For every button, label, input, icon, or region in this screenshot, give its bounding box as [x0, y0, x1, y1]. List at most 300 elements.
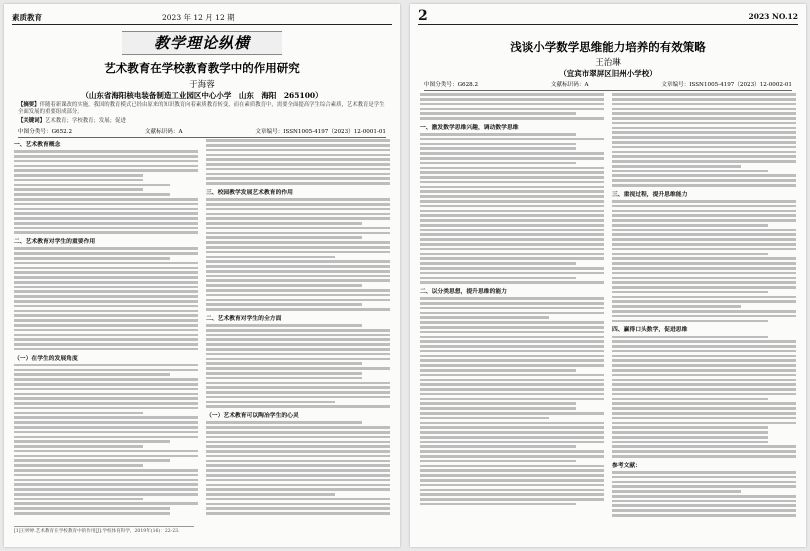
- text-line: [206, 182, 390, 185]
- text-line: [420, 108, 604, 111]
- text-line: [14, 402, 198, 405]
- text-line: [14, 310, 198, 313]
- text-line: [612, 179, 796, 182]
- text-line: [14, 412, 143, 415]
- section-heading: 三、校园教学发展艺术教育的作用: [206, 190, 293, 196]
- text-line: [420, 455, 604, 458]
- text-line: [420, 393, 604, 396]
- text-line: [420, 117, 604, 120]
- text-line: [206, 149, 390, 152]
- text-line: [206, 324, 362, 327]
- text-line: [612, 509, 796, 512]
- section-heading: 二、艺术教育对学生的全方面: [206, 315, 282, 322]
- text-line: [14, 193, 170, 196]
- issue-date-right: 2023 NO.12: [748, 12, 798, 21]
- text-line: [14, 174, 143, 177]
- text-line: [14, 300, 198, 303]
- text-line: [420, 98, 604, 101]
- text-line: [14, 247, 198, 250]
- text-line: [14, 305, 198, 308]
- text-line: [420, 489, 604, 492]
- text-line: [14, 198, 198, 201]
- text-line: [206, 334, 390, 337]
- text-line: [420, 450, 604, 453]
- text-line: [612, 210, 796, 213]
- text-line: [612, 117, 796, 120]
- text-line: [420, 143, 576, 146]
- text-line: [420, 214, 604, 217]
- text-line: [420, 93, 604, 96]
- text-line: [14, 150, 198, 153]
- text-line: [206, 203, 390, 206]
- text-line: [14, 165, 198, 168]
- text-line: [14, 329, 198, 332]
- text-line: [420, 412, 604, 415]
- text-line: [420, 503, 576, 506]
- text-line: [420, 181, 604, 184]
- text-line: [420, 267, 604, 270]
- text-line: [206, 391, 390, 394]
- text-line: [206, 329, 390, 332]
- text-line: [206, 163, 390, 166]
- text-line: [206, 139, 390, 142]
- text-line: [206, 372, 362, 375]
- text-line: [612, 122, 796, 125]
- footnote: [1]王婷婷.艺术教育在学校教育中的作用[J].学校体育科学，2019年(16)：22-23.: [14, 526, 194, 535]
- text-line: [14, 459, 170, 462]
- section-heading: 三、重视过程，提升思维能力: [612, 191, 688, 198]
- text-line: [612, 146, 796, 149]
- text-line: [14, 155, 198, 158]
- text-line: [420, 336, 604, 339]
- text-line: [206, 362, 362, 365]
- text-line: [420, 224, 604, 227]
- text-line: [206, 144, 390, 147]
- text-line: [612, 170, 768, 173]
- text-line: [612, 481, 796, 484]
- text-line: [206, 260, 390, 263]
- text-line: [14, 440, 170, 443]
- right-column-2: [612, 91, 796, 539]
- text-line: [420, 422, 604, 425]
- text-line: [14, 378, 198, 381]
- article-title: 艺术教育在学校教育教学中的作用研究: [104, 61, 300, 75]
- text-line: [612, 243, 796, 246]
- text-line: [420, 474, 604, 477]
- text-line: [14, 184, 170, 187]
- text-line: [420, 441, 604, 444]
- text-line: [206, 464, 390, 467]
- text-line: [206, 348, 390, 351]
- text-line: [420, 229, 604, 232]
- text-line: [420, 364, 604, 367]
- left-column-2: [206, 137, 390, 537]
- section-heading: 参考文献：: [612, 462, 641, 469]
- text-line: [612, 336, 768, 339]
- text-line: [612, 141, 796, 144]
- text-line: [206, 227, 390, 230]
- left-page: [4, 4, 400, 547]
- text-line: [14, 267, 198, 270]
- text-line: [612, 214, 796, 217]
- text-line: [420, 103, 604, 106]
- text-line: [14, 393, 198, 396]
- text-line: [206, 343, 390, 346]
- text-line: [420, 200, 604, 203]
- text-line: [14, 319, 198, 322]
- keywords-text: 艺术教育；学校教育；发展；促进: [44, 118, 126, 124]
- text-line: [206, 338, 390, 341]
- text-line: [420, 190, 604, 193]
- text-line: [420, 469, 604, 472]
- right-column-1: [420, 91, 604, 539]
- text-line: [612, 174, 796, 177]
- keywords: [18, 118, 386, 125]
- text-line: [206, 241, 390, 244]
- text-line: [206, 270, 390, 273]
- text-line: [206, 265, 390, 268]
- text-line: [612, 108, 796, 111]
- text-line: [612, 229, 796, 232]
- text-line: [612, 155, 796, 158]
- text-line: [612, 417, 796, 420]
- text-line: [420, 388, 604, 391]
- article-number: 文章编号：ISSN1005-4197（2023）12-0001-01: [255, 129, 386, 135]
- text-line: [420, 493, 604, 496]
- text-line: [612, 369, 796, 372]
- text-line: [14, 222, 198, 225]
- text-line: [612, 393, 796, 396]
- text-line: [420, 138, 604, 141]
- text-line: [420, 297, 604, 300]
- text-line: [612, 359, 796, 362]
- text-line: [206, 246, 390, 249]
- text-line: [14, 257, 170, 260]
- text-line: [14, 314, 198, 317]
- text-line: [420, 186, 604, 189]
- text-line: [14, 383, 198, 386]
- text-line: [14, 388, 198, 391]
- text-line: [14, 397, 198, 400]
- section-heading: 一、激发数学思维兴趣，调动数学思维: [420, 124, 519, 131]
- right-class-number: 中图分类号：G628.2: [424, 82, 479, 88]
- text-line: [612, 495, 796, 498]
- text-line: [420, 445, 576, 448]
- text-line: [14, 212, 198, 215]
- right-article-title: 浅谈小学数学思维能力培养的有效策略: [510, 40, 706, 54]
- text-line: [612, 355, 796, 358]
- text-line: [14, 493, 198, 496]
- text-line: [14, 338, 198, 341]
- text-line: [612, 253, 768, 256]
- section-heading: 一、艺术教育概念: [14, 142, 61, 148]
- text-line: [14, 431, 198, 434]
- text-line: [14, 252, 198, 255]
- text-line: [612, 296, 796, 299]
- text-line: [206, 198, 390, 201]
- text-line: [420, 436, 604, 439]
- text-line: [206, 308, 390, 311]
- text-line: [612, 514, 796, 517]
- text-line: [420, 277, 576, 280]
- text-line: [14, 276, 198, 279]
- text-line: [420, 233, 604, 236]
- text-line: [206, 507, 390, 510]
- text-line: [206, 236, 362, 239]
- text-line: [206, 168, 390, 171]
- section-heading: 四、赢得口头数学，促进思维: [612, 327, 688, 334]
- text-line: [612, 238, 796, 241]
- text-line: [420, 195, 604, 198]
- text-line: [14, 450, 198, 453]
- text-line: [14, 483, 198, 486]
- text-line: [612, 267, 796, 270]
- text-line: [420, 407, 576, 410]
- text-line: [206, 488, 390, 491]
- text-line: [14, 169, 198, 172]
- text-line: [612, 277, 796, 280]
- text-line: [420, 162, 576, 165]
- abstract-label: 【摘要】: [18, 102, 40, 108]
- text-line: [612, 257, 796, 260]
- text-line: [206, 386, 390, 389]
- text-line: [420, 257, 604, 260]
- text-line: [420, 281, 604, 284]
- text-line: [612, 291, 768, 294]
- right-page: [410, 4, 806, 547]
- text-line: [420, 350, 604, 353]
- text-line: [420, 345, 604, 348]
- text-line: [14, 324, 198, 327]
- text-line: [206, 421, 362, 424]
- text-line: [206, 450, 390, 453]
- text-line: [420, 359, 604, 362]
- text-line: [206, 251, 390, 254]
- text-line: [420, 171, 604, 174]
- text-line: [612, 127, 796, 130]
- left-page-header: [12, 10, 392, 25]
- text-line: [14, 502, 198, 505]
- text-line: [14, 407, 198, 410]
- right-affiliation: （宜宾市翠屏区旧州小学校）: [559, 69, 657, 78]
- text-line: [14, 343, 198, 346]
- text-line: [14, 498, 143, 501]
- page-number: 2: [418, 8, 428, 24]
- text-line: [612, 426, 768, 429]
- text-line: [612, 350, 796, 353]
- text-line: [14, 281, 198, 284]
- doc-code: 文献标识码：A: [144, 129, 183, 135]
- text-line: [420, 157, 604, 160]
- text-line: [612, 151, 796, 154]
- text-line: [420, 398, 604, 401]
- text-line: [420, 133, 576, 136]
- text-line: [206, 173, 390, 176]
- text-line: [612, 131, 796, 134]
- text-line: [206, 503, 390, 506]
- text-line: [14, 436, 198, 439]
- text-line: [14, 464, 143, 467]
- text-line: [420, 431, 604, 434]
- abstract: [18, 102, 386, 116]
- text-line: [14, 286, 198, 289]
- text-line: [206, 158, 390, 161]
- text-line: [14, 227, 198, 230]
- text-line: [420, 383, 604, 386]
- text-line: [612, 165, 741, 168]
- text-line: [206, 396, 390, 399]
- text-line: [206, 208, 390, 211]
- text-line: [420, 498, 604, 501]
- text-line: [206, 275, 390, 278]
- text-line: [420, 321, 604, 324]
- journal-name: 素质教育: [12, 13, 42, 22]
- text-line: [612, 431, 768, 434]
- text-line: [420, 307, 604, 310]
- text-line: [420, 331, 604, 334]
- text-line: [14, 208, 198, 211]
- text-line: [14, 469, 198, 472]
- text-line: [206, 217, 390, 220]
- text-line: [420, 426, 604, 429]
- text-line: [206, 441, 390, 444]
- text-line: [206, 232, 390, 235]
- text-line: [612, 305, 741, 308]
- text-line: [612, 340, 796, 343]
- text-line: [420, 479, 604, 482]
- text-line: [612, 485, 796, 488]
- left-body: [14, 137, 390, 537]
- text-line: [612, 388, 796, 391]
- text-line: [612, 248, 796, 251]
- text-line: [420, 312, 604, 315]
- text-line: [206, 213, 390, 216]
- text-line: [206, 436, 390, 439]
- text-line: [612, 160, 796, 163]
- text-line: [420, 176, 604, 179]
- text-line: [420, 465, 604, 468]
- text-line: [14, 160, 198, 163]
- right-author: 王治琳: [595, 58, 621, 68]
- text-line: [612, 441, 768, 444]
- text-line: [612, 200, 796, 203]
- text-line: [206, 498, 390, 501]
- text-line: [420, 167, 604, 170]
- text-line: [14, 364, 198, 367]
- text-line: [420, 326, 604, 329]
- author: 于海蓉: [189, 80, 215, 90]
- text-line: [420, 302, 604, 305]
- right-page-header: [418, 10, 798, 25]
- text-line: [612, 500, 796, 503]
- text-line: [612, 98, 796, 101]
- text-line: [612, 379, 796, 382]
- text-line: [206, 469, 390, 472]
- text-line: [14, 369, 198, 372]
- text-line: [14, 373, 170, 376]
- text-line: [14, 445, 143, 448]
- text-line: [14, 426, 198, 429]
- text-line: [612, 310, 796, 313]
- section-heading: （一）艺术教育可以陶冶学生的心灵: [206, 413, 299, 420]
- right-article-number: 文章编号：ISSN1005-4197（2023）12-0002-01: [661, 82, 792, 88]
- left-column-1: [14, 137, 198, 537]
- text-line: [612, 136, 796, 139]
- text-line: [206, 358, 390, 361]
- text-line: [420, 238, 604, 241]
- right-article-meta: [424, 80, 792, 91]
- text-line: [14, 421, 198, 424]
- text-line: [14, 179, 143, 182]
- text-line: [420, 460, 576, 463]
- text-line: [612, 364, 796, 367]
- text-line: [14, 348, 198, 351]
- text-line: [420, 147, 576, 150]
- text-line: [612, 262, 796, 265]
- text-line: [420, 243, 604, 246]
- text-line: [206, 445, 390, 448]
- section-banner: 教学理论纵横: [122, 31, 282, 55]
- text-line: [206, 299, 390, 302]
- text-line: [612, 300, 796, 303]
- text-line: [612, 315, 796, 318]
- text-line: [420, 379, 604, 382]
- text-line: [14, 290, 198, 293]
- text-line: [14, 334, 198, 337]
- text-line: [206, 405, 390, 408]
- text-line: [14, 188, 143, 191]
- text-line: [420, 219, 604, 222]
- text-line: [14, 295, 198, 298]
- text-line: [206, 460, 390, 463]
- text-line: [206, 426, 390, 429]
- text-line: [612, 184, 796, 187]
- section-heading: （一）在学生的发展角度: [14, 355, 78, 362]
- text-line: [612, 272, 796, 275]
- text-line: [206, 382, 390, 385]
- text-line: [420, 112, 576, 115]
- text-line: [420, 152, 604, 155]
- text-line: [206, 222, 362, 225]
- affiliation: （山东省海阳核电装备制造工业园区中心小学 山东 海阳 265100）: [81, 91, 323, 100]
- text-line: [612, 436, 768, 439]
- text-line: [420, 355, 604, 358]
- text-line: [612, 504, 796, 507]
- text-line: [14, 203, 198, 206]
- text-line: [14, 507, 170, 510]
- class-number: 中图分类号：G652.2: [18, 129, 73, 135]
- text-line: [206, 431, 390, 434]
- text-line: [420, 417, 549, 420]
- text-line: [420, 374, 604, 377]
- text-line: [420, 253, 604, 256]
- text-line: [612, 205, 796, 208]
- keywords-label: 【关键词】: [18, 118, 45, 124]
- text-line: [420, 272, 604, 275]
- text-line: [206, 512, 390, 515]
- text-line: [206, 367, 390, 370]
- text-line: [14, 262, 198, 265]
- text-line: [206, 279, 390, 282]
- text-line: [206, 377, 362, 380]
- text-line: [420, 402, 576, 405]
- text-line: [14, 217, 198, 220]
- text-line: [206, 353, 390, 356]
- text-line: [14, 455, 198, 458]
- text-line: [420, 205, 604, 208]
- section-heading: 二、艺术教育对学生的重要作用: [14, 239, 96, 246]
- right-doc-code: 文献标识码：A: [550, 82, 589, 88]
